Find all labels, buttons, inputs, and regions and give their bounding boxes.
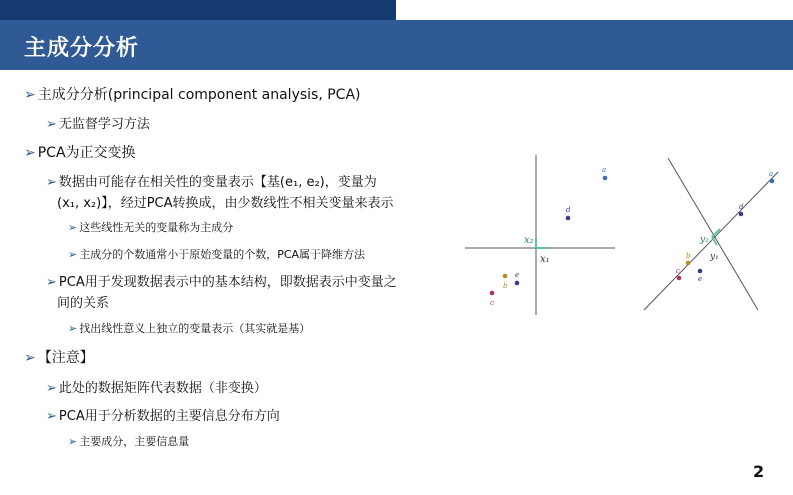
- data-point-d: [739, 212, 744, 217]
- bullet-arrow-icon: ➢: [68, 248, 78, 261]
- bullet-text: PCA用于发现数据表示中的基本结构，即数据表示中变量之: [58, 275, 397, 290]
- point-label-c: c: [490, 299, 494, 307]
- bullet-data-representation-cont: [57, 192, 394, 211]
- bullet-orthogonal: [24, 142, 136, 162]
- bullet-text: 此处的数据矩阵代表数据（非变换）: [58, 381, 267, 396]
- point-label-a: a: [769, 170, 774, 178]
- data-point-e: [698, 269, 703, 274]
- bullet-arrow-icon: ➢: [24, 145, 36, 161]
- data-point-c: [490, 291, 495, 296]
- bullet-arrow-icon: ➢: [46, 275, 57, 290]
- point-label-b: b: [686, 252, 691, 260]
- bullet-unsupervised: [46, 113, 150, 132]
- bullet-text: 找出线性意义上独立的变量表示（其实就是基）: [79, 322, 311, 335]
- bullet-arrow-icon: ➢: [68, 435, 78, 448]
- bullet-text: 主成分的个数通常小于原始变量的个数，PCA属于降维方法: [79, 248, 366, 261]
- bullet-text: 间的关系: [57, 296, 110, 311]
- bullet-arrow-icon: ➢: [68, 221, 78, 234]
- bullet-data-representation: [46, 171, 377, 190]
- bullet-arrow-icon: ➢: [24, 350, 36, 366]
- bullet-structure: [46, 271, 397, 290]
- point-label-e: e: [698, 275, 703, 283]
- y1-label: y₁: [710, 252, 719, 262]
- bullet-data-matrix: [46, 377, 267, 396]
- point-label-d: d: [566, 206, 571, 214]
- bullet-arrow-icon: ➢: [24, 87, 36, 103]
- bullet-text: PCA为正交变换: [37, 145, 136, 161]
- bullet-arrow-icon: ➢: [46, 409, 57, 424]
- bullet-arrow-icon: ➢: [46, 175, 57, 190]
- slide-title: 主成分分析: [24, 36, 140, 61]
- point-label-e: e: [515, 271, 520, 279]
- bullet-principal-components: [68, 219, 233, 235]
- data-point-c: [677, 276, 682, 281]
- data-point-e: [515, 281, 520, 286]
- bullet-arrow-icon: ➢: [68, 322, 78, 335]
- data-point-a: [770, 179, 775, 184]
- point-label-c: c: [676, 267, 680, 275]
- header-strip: [0, 0, 396, 20]
- data-point-a: [603, 176, 608, 181]
- data-point-b: [686, 261, 691, 266]
- bullet-info-direction: [46, 405, 280, 424]
- bullet-text: 主成分分析(principal component analysis, PCA): [37, 87, 361, 103]
- data-point-d: [566, 216, 571, 221]
- x1-label: x₁: [540, 254, 550, 265]
- bullet-structure-cont: [57, 292, 109, 311]
- bullet-text: 无监督学习方法: [58, 117, 150, 132]
- bullet-pca-definition: [24, 84, 361, 104]
- pca-rotated-axes-figure: [630, 150, 790, 320]
- bullet-linear-independent: [68, 320, 310, 336]
- point-label-a: a: [602, 166, 607, 174]
- bullet-text: PCA用于分析数据的主要信息分布方向: [58, 409, 280, 424]
- bullet-text: 【注意】: [37, 350, 94, 366]
- bullet-text: 主要成分，主要信息量: [79, 435, 190, 448]
- y1-axis: [668, 158, 758, 310]
- y2-axis: [644, 172, 778, 310]
- bullet-arrow-icon: ➢: [46, 381, 57, 396]
- bullet-dimension-reduction: [68, 246, 365, 262]
- page-number: 2: [753, 462, 765, 481]
- bullet-main-info: [68, 433, 189, 449]
- bullet-text: 数据由可能存在相关性的变量表示【基(e₁, e₂)，变量为: [58, 175, 377, 190]
- point-label-b: b: [503, 282, 508, 290]
- bullet-note: [24, 347, 94, 367]
- bullet-text: 这些线性无关的变量称为主成分: [79, 221, 234, 234]
- y2-label: y₂: [700, 235, 709, 245]
- point-label-d: d: [739, 203, 744, 211]
- bullet-arrow-icon: ➢: [46, 117, 57, 132]
- bullet-text: (x₁, x₂)】，经过PCA转换成，由少数线性不相关变量来表示: [57, 196, 394, 211]
- x2-label: x₂: [524, 235, 534, 246]
- data-point-b: [503, 274, 508, 279]
- pca-original-axes-figure: [460, 150, 620, 320]
- y1-basis-vector: [712, 237, 717, 245]
